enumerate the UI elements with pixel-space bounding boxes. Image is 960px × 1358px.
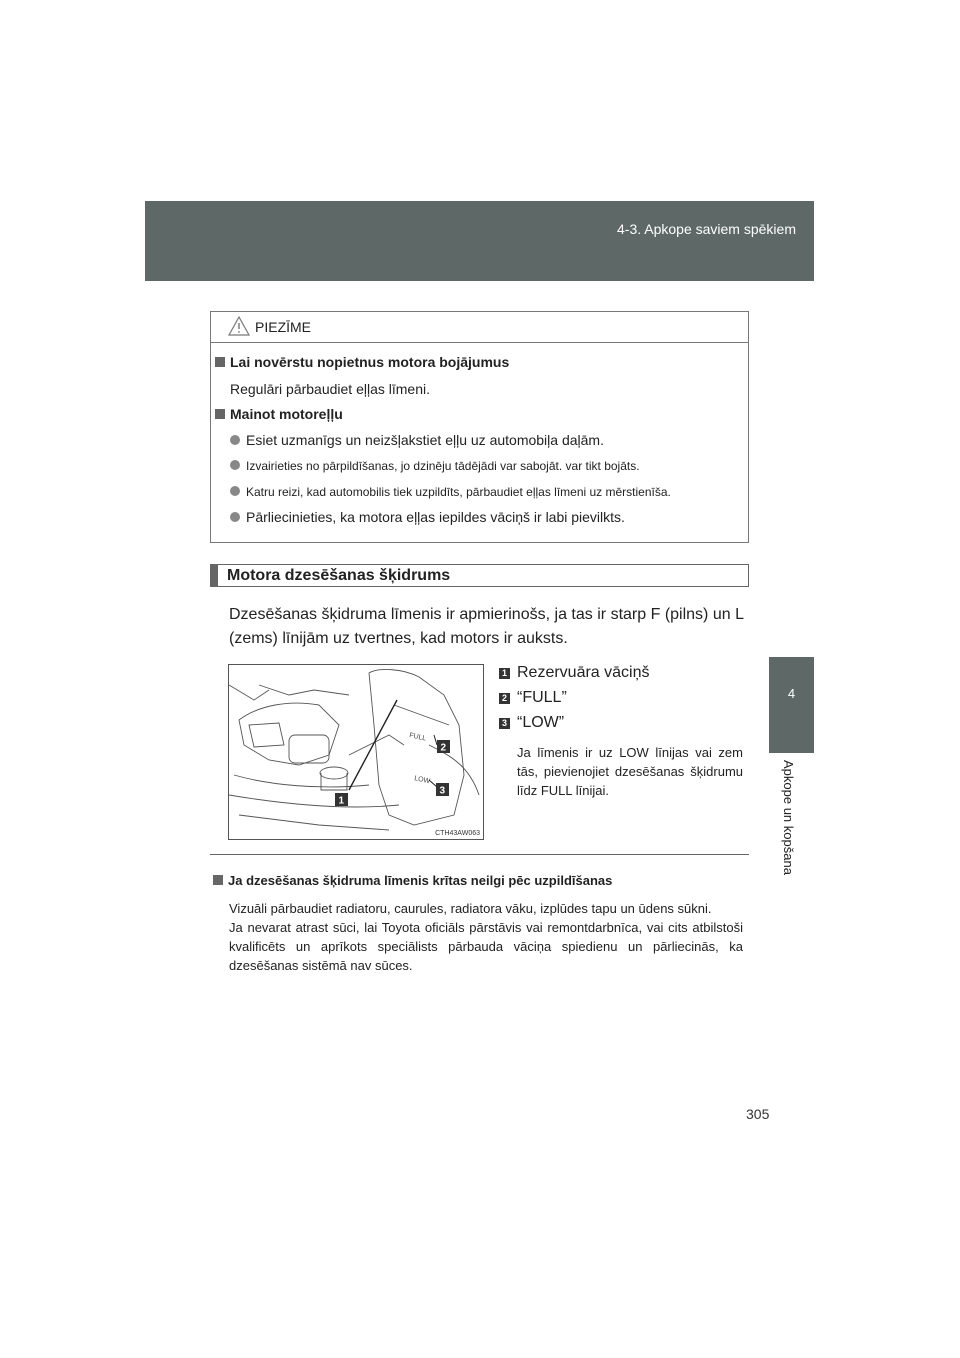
- note-box: [210, 311, 749, 543]
- section-heading-bar: [210, 564, 749, 587]
- note-bullet: Esiet uzmanīgs un neizšļakstiet eļļu uz automobiļa daļām.: [230, 432, 604, 448]
- note-header: [211, 312, 748, 343]
- legend-item: 1 Rezervuāra vāciņš: [499, 664, 650, 682]
- header-bar: [145, 201, 814, 281]
- square-bullet-icon: [213, 875, 223, 885]
- note-bullet: Katru reizi, kad automobilis tiek uzpildīts, pārbaudiet eļļas līmeni uz mērstienīša.: [230, 485, 671, 499]
- chapter-label: [781, 760, 805, 880]
- warning-icon: [228, 316, 250, 336]
- divider: [210, 854, 749, 855]
- engine-drawing: [229, 665, 483, 839]
- legend-item: 2 “FULL”: [499, 689, 567, 707]
- note-heading-2: Mainot motoreļļu: [215, 406, 343, 422]
- bottom-line-2: Ja nevarat atrast sūci, lai Toyota oficiāls pārstāvis vai remontdarbnīca, vai cits atbilstoši kvalificēts un aprīkots speciālists pārbauda vāciņa spiedienu un pārliecinās, ka dzesēšanas sistēmā nav sūces.: [229, 920, 743, 973]
- tank-full-mark: FULL: [408, 732, 427, 743]
- bottom-heading: Ja dzesēšanas šķidruma līmenis krītas neilgi pēc uzpildīšanas: [213, 873, 612, 888]
- dot-bullet-icon: [230, 512, 240, 522]
- number-badge: 3: [499, 718, 510, 729]
- legend-item: 3 “LOW”: [499, 714, 564, 732]
- note-text-1: Regulāri pārbaudiet eļļas līmeni.: [230, 381, 430, 397]
- section-title: 4-3. Apkope saviem spēkiem: [617, 221, 796, 237]
- dot-bullet-icon: [230, 460, 240, 470]
- section-accent: [211, 565, 218, 586]
- note-title: PIEZĪME: [255, 319, 312, 335]
- square-bullet-icon: [215, 409, 225, 419]
- chapter-label-text: Apkope un kopšana: [781, 760, 796, 875]
- bottom-paragraph: [229, 899, 743, 975]
- square-bullet-icon: [215, 357, 225, 367]
- bottom-line-1: Vizuāli pārbaudiet radiatoru, caurules, radiatora vāku, izplūdes tapu un ūdens sūkni.: [229, 901, 712, 916]
- tank-low-mark: LOW: [413, 775, 431, 786]
- engine-illustration: [228, 664, 484, 840]
- callout-1: 1: [338, 795, 345, 807]
- number-badge: 2: [499, 693, 510, 704]
- note-heading-1: Lai novērstu nopietnus motora bojājumus: [215, 354, 509, 370]
- section-heading: Motora dzesēšanas šķidrums: [227, 567, 451, 584]
- section-paragraph: Dzesēšanas šķidruma līmenis ir apmierinošs, ja tas ir starp F (pilns) un L (zems) līnijām uz tvertnes, kad motors ir auksts.: [229, 606, 744, 647]
- note-bullet: Pārliecinieties, ka motora eļļas iepildes vāciņš ir labi pievilkts.: [230, 509, 625, 525]
- number-badge: 1: [499, 668, 510, 679]
- legend-note: Ja līmenis ir uz LOW līnijas vai zem tās, pievienojiet dzesēšanas šķidrumu līdz FULL līnijai.: [517, 745, 743, 798]
- dot-bullet-icon: [230, 435, 240, 445]
- page-number: 305: [746, 1106, 770, 1122]
- callout-3: 3: [439, 785, 446, 797]
- note-bullet: Izvairieties no pārpildīšanas, jo dzinēju tādējādi var sabojāt. var tikt bojāts.: [230, 459, 640, 473]
- callout-2: 2: [440, 742, 447, 754]
- chapter-number: 4: [787, 686, 796, 701]
- chapter-tab: [769, 657, 814, 753]
- figure-code: CTH43AW063: [435, 830, 480, 837]
- dot-bullet-icon: [230, 486, 240, 496]
